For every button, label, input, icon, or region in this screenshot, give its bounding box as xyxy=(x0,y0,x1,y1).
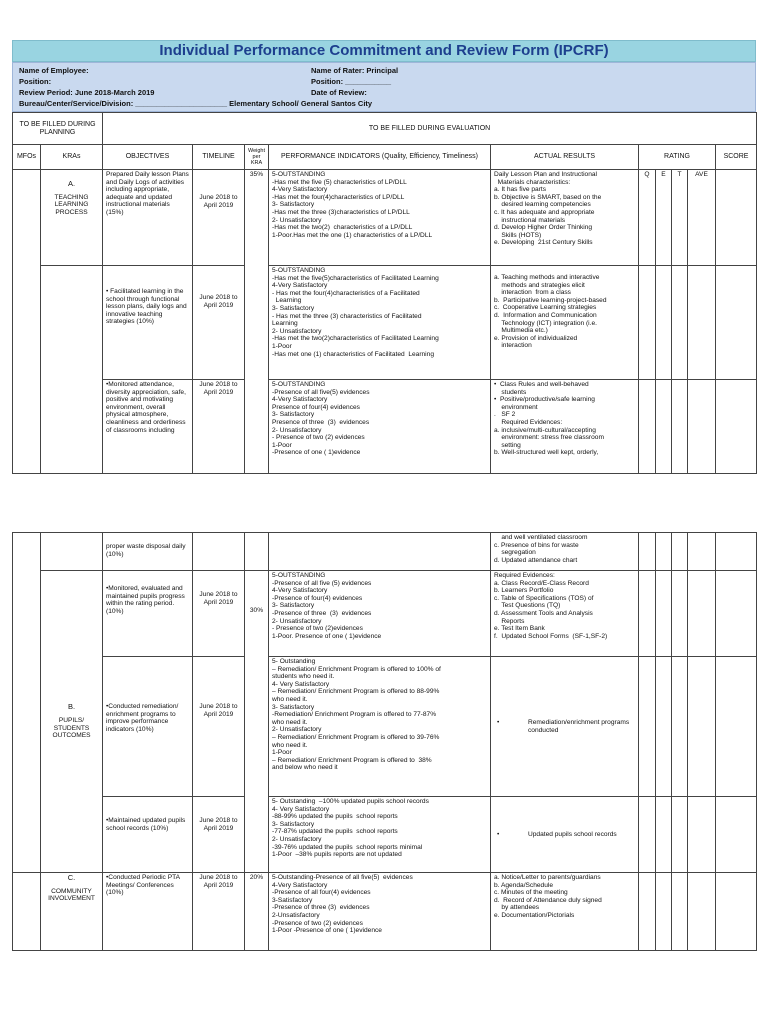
indicator-line: 4- Very Satisfactory xyxy=(272,680,330,688)
timeline-cell: June 2018 to April 2019 xyxy=(193,657,245,797)
name-of-rater-label: Name of Rater: Principal xyxy=(311,66,399,75)
result-line: Skills (HOTS) xyxy=(494,231,542,239)
rating-t-cell[interactable] xyxy=(672,266,688,380)
weight-b-cell: 30% xyxy=(245,571,269,873)
ave-header: AVE xyxy=(688,170,716,266)
position-label: Position: xyxy=(19,77,52,86)
result-line: b. Well-structured well kept, orderly, xyxy=(494,449,599,457)
q-header: Q xyxy=(639,170,656,266)
indicator-line: Learning xyxy=(272,297,302,305)
indicator-line: -Has met the four(4)characteristics of LP/DLL xyxy=(272,193,405,201)
indicator-line: 2- Unsatisfactory xyxy=(272,216,322,224)
result-line: • Positive/productive/safe learning xyxy=(494,396,595,404)
indicators-cell xyxy=(269,657,491,797)
rating-e-cell[interactable] xyxy=(656,533,672,571)
kra-a-letter: A. xyxy=(67,179,76,188)
result-line: Materials characteristics: xyxy=(494,178,571,186)
indicators-cell xyxy=(269,380,491,474)
planning-header: TO BE FILLED DURING PLANNING xyxy=(13,113,103,145)
indicator-line: 5-OUTSTANDING xyxy=(272,572,326,579)
rating-q-cell[interactable] xyxy=(639,533,656,571)
rating-ave-cell[interactable] xyxy=(688,533,716,571)
indicator-line: 4-Very Satisfactory xyxy=(272,881,328,889)
rating-q-cell[interactable] xyxy=(639,266,656,380)
indicator-line: – Remediation/ Enrichment Program is offered to 100% of xyxy=(272,665,441,673)
rating-q-cell[interactable] xyxy=(639,657,656,797)
result-line: d. Updated attendance chart xyxy=(494,556,578,564)
rating-q-cell[interactable] xyxy=(639,873,656,951)
rating-e-cell[interactable] xyxy=(656,266,672,380)
timeline-cell: June 2018 to April 2019 xyxy=(193,873,245,951)
indicator-line: 2- Unsatisfactory xyxy=(272,426,322,434)
indicator-line: – Remediation/ Enrichment Program is offered to 39-76% xyxy=(272,733,440,741)
indicator-line: 3- Satisfactory xyxy=(272,304,315,312)
result-line: instructional materials xyxy=(494,216,566,224)
results-cell xyxy=(491,873,639,951)
rating-e-cell[interactable] xyxy=(656,873,672,951)
results-header: ACTUAL RESULTS xyxy=(491,145,639,170)
indicator-line: -Presence of four(4) evidences xyxy=(272,594,363,602)
kras-header: KRAs xyxy=(41,145,103,170)
indicator-line: -Presence of two (2) evidences xyxy=(272,919,363,927)
indicator-line: 3- Satisfactory xyxy=(272,602,315,610)
objective-cell: • Facilitated learning in the school through functional lesson plans, daily logs and innovative teaching strategies (10%) xyxy=(103,266,193,380)
kra-b-name: PUPILS/ STUDENTS OUTCOMES xyxy=(52,716,91,740)
result-line: Technology (ICT) integration (i.e. xyxy=(494,319,597,327)
rating-t-cell[interactable] xyxy=(672,533,688,571)
results-cell xyxy=(491,571,639,657)
rating-ave-cell[interactable] xyxy=(688,266,716,380)
result-line: b. Learners Portfolio xyxy=(494,587,554,595)
rater-position-label: Position: ___________ xyxy=(311,77,392,86)
evaluation-header: TO BE FILLED DURING EVALUATION xyxy=(103,113,757,145)
indicator-line: 3-Satisfactory xyxy=(272,896,313,904)
result-line: d. Information and Communication xyxy=(494,311,597,319)
results-cell xyxy=(491,533,639,571)
indicators-cell xyxy=(269,533,491,571)
objective-cell: •Conducted Periodic PTA Meetings/ Conferences (10%) xyxy=(103,873,193,951)
indicator-line: 1-Poor.Has met the one (1) characteristics of a LP/DLL xyxy=(272,231,433,239)
result-line: Test Questions (TQ) xyxy=(494,602,561,610)
indicator-line: 2- Unsatisfactory xyxy=(272,835,322,843)
results-cell xyxy=(491,266,639,380)
result-line: • Class Rules and well-behaved xyxy=(494,381,589,388)
form-title: Individual Performance Commitment and Review Form (IPCRF) xyxy=(12,40,756,62)
indicator-line: 1-Poor xyxy=(272,441,292,449)
kra-a-cell xyxy=(41,170,103,266)
rating-ave-cell[interactable] xyxy=(688,657,716,797)
indicator-line: -Presence of three (3) evidences xyxy=(272,904,370,912)
result-line: . SF 2 xyxy=(494,411,516,419)
objectives-header: OBJECTIVES xyxy=(103,145,193,170)
indicator-line: 2- Unsatisfactory xyxy=(272,726,322,734)
result-line: methods and strategies elicit xyxy=(494,281,585,289)
rating-ave-cell[interactable] xyxy=(688,873,716,951)
rating-ave-cell[interactable] xyxy=(688,380,716,474)
score-cell[interactable] xyxy=(716,380,757,474)
indicator-line: 4- Very Satisfactory xyxy=(272,805,330,813)
result-line: segregation xyxy=(494,549,536,557)
indicators-header: PERFORMANCE INDICATORS (Quality, Efficiency, Timeliness) xyxy=(269,145,491,170)
weight-header: Weight per KRA xyxy=(245,145,269,170)
result-line: Multimedia etc.) xyxy=(494,327,548,335)
rating-t-cell[interactable] xyxy=(672,380,688,474)
indicator-line: 4-Very Satisfactory xyxy=(272,396,328,404)
result-line: a. inclusive/multi-cultural/accepting xyxy=(494,426,596,434)
e-header: E xyxy=(656,170,672,266)
indicator-line: 1-Poor –38% pupils reports are not updated xyxy=(272,851,402,859)
indicator-line: -39-76% updated the pupils school reports minimal xyxy=(272,843,423,851)
result-line: interaction from a class xyxy=(494,289,571,297)
indicator-line: 1-Poor xyxy=(272,749,292,757)
indicator-line: who need it. xyxy=(272,741,308,749)
rating-ave-cell[interactable] xyxy=(688,571,716,657)
indicator-line: 4-Very Satisfactory xyxy=(272,186,328,194)
indicator-line: -Presence of all five (5) evidences xyxy=(272,579,372,587)
result-line: desired learning competencies xyxy=(494,201,591,209)
indicator-line: 5-OUTSTANDING xyxy=(272,267,326,274)
result-line: d. Assessment Tools and Analysis xyxy=(494,609,593,617)
score-cell[interactable] xyxy=(716,571,757,657)
result-line: and well ventilated classroom xyxy=(494,534,588,541)
kra-c-name: COMMUNITY INVOLVEMENT xyxy=(48,887,95,903)
result-line: Required Evidences: xyxy=(494,572,555,579)
indicator-line: -Presence of three (3) evidences xyxy=(272,609,372,617)
timeline-cell: June 2018 to April 2019 xyxy=(193,170,245,266)
result-line: b. Agenda/Schedule xyxy=(494,881,554,889)
indicators-cell xyxy=(269,170,491,266)
indicator-line: -Presence of all five(5) evidences xyxy=(272,388,370,396)
indicator-line: 2- Unsatisfactory xyxy=(272,327,322,335)
indicator-line: – Remediation/ Enrichment Program is offered to 88-99% xyxy=(272,688,440,696)
result-line: environment: stress free classroom xyxy=(494,434,604,442)
indicators-cell xyxy=(269,571,491,657)
result-line: f. Updated School Forms (SF-1,SF-2) xyxy=(494,632,608,640)
indicator-line: 3- Satisfactory xyxy=(272,703,315,711)
date-of-review-label: Date of Review: xyxy=(311,88,367,97)
kra-b-letter: B. xyxy=(67,702,76,712)
rating-q-cell[interactable] xyxy=(639,380,656,474)
indicator-line: -88-99% updated the pupils school reports xyxy=(272,813,398,821)
indicator-line: - Presence of two (2) evidences xyxy=(272,434,365,442)
result-line: Required Evidences: xyxy=(494,418,563,426)
result-line: c. Cooperative Learning strategies xyxy=(494,304,597,312)
score-cell[interactable] xyxy=(716,873,757,951)
rating-e-cell[interactable] xyxy=(656,797,672,873)
indicator-line: -Has met the two(2)characteristics of Facilitated Learning xyxy=(272,335,439,343)
ipcrf-table-page-2 xyxy=(12,532,757,951)
indicator-line: who need it. xyxy=(272,718,308,726)
indicator-line: and below who need it xyxy=(272,764,338,772)
result-line: e. Documentation/Pictorials xyxy=(494,911,575,919)
results-cell xyxy=(491,657,639,797)
result-line: c. It has adequate and appropriate xyxy=(494,208,595,216)
objective-cell: •Maintained updated pupils school records (10%) xyxy=(103,797,193,873)
mfos-header: MFOs xyxy=(13,145,41,170)
timeline-cell: June 2018 to April 2019 xyxy=(193,571,245,657)
result-line: interaction xyxy=(494,342,532,350)
indicators-cell xyxy=(269,266,491,380)
indicator-line: -Has met the five(5)characteristics of Facilitated Learning xyxy=(272,274,439,282)
results-cell xyxy=(491,170,639,266)
indicator-line: 3- Satisfactory xyxy=(272,411,315,419)
timeline-header: TIMELINE xyxy=(193,145,245,170)
indicator-line: who need it. xyxy=(272,695,308,703)
ipcrf-page-2 xyxy=(12,532,756,951)
indicator-line: -Presence of one ( 1)evidence xyxy=(272,449,361,457)
rating-t-cell[interactable] xyxy=(672,797,688,873)
indicator-line: 1-Poor -Presence of one ( 1)evidence xyxy=(272,927,382,935)
rating-e-cell[interactable] xyxy=(656,657,672,797)
ipcrf-page-1 xyxy=(12,40,756,474)
indicator-line: students who need it. xyxy=(272,673,335,681)
result-line: environment xyxy=(494,403,538,411)
result-line: a. Notice/Letter to parents/guardians xyxy=(494,874,601,881)
bureau-label: Bureau/Center/Service/Division: ______________________ Elementary School/ General Santos City xyxy=(19,99,373,108)
ipcrf-table-page-1 xyxy=(12,112,757,474)
kra-a-continued xyxy=(41,533,103,571)
indicators-cell xyxy=(269,797,491,873)
indicator-line: - Has met the four(4)characteristics of a Facilitated xyxy=(272,289,420,297)
indicator-line: – Remediation/ Enrichment Program is offered to 38% xyxy=(272,756,432,764)
score-cell[interactable] xyxy=(716,657,757,797)
result-bullet: • Remediation/enrichment programs conducted xyxy=(494,719,635,734)
rating-e-cell[interactable] xyxy=(656,571,672,657)
kra-a-continued xyxy=(41,266,103,474)
rating-ave-cell[interactable] xyxy=(688,797,716,873)
score-cell[interactable] xyxy=(716,266,757,380)
indicator-line: -77-87% updated the pupils school reports xyxy=(272,828,398,836)
results-cell xyxy=(491,797,639,873)
kra-a-name: TEACHING LEARNING PROCESS xyxy=(54,193,89,216)
result-line: c. Table of Specifications (TOS) of xyxy=(494,594,594,602)
result-line: d. Develop Higher Order Thinking xyxy=(494,224,593,232)
t-header: T xyxy=(672,170,688,266)
indicator-line: -Presence of all four(4) evidences xyxy=(272,889,371,897)
indicator-line: - Has met the three (3) characteristics of Facilitated xyxy=(272,312,422,320)
score-cell[interactable] xyxy=(716,797,757,873)
indicator-line: 5-OUTSTANDING xyxy=(272,381,326,388)
review-period-label: Review Period: June 2018-March 2019 xyxy=(19,88,155,97)
result-line: e. Developing 21st Century Skills xyxy=(494,239,593,247)
indicator-line: 5- Outstanding xyxy=(272,658,316,665)
indicator-line: 1-Poor xyxy=(272,342,292,350)
indicator-line: Presence of three (3) evidences xyxy=(272,418,370,426)
indicator-line: 2- Unsatisfactory xyxy=(272,617,322,625)
objective-cell: Prepared Daily lesson Plans and Daily Logs of activities including appropriate, adequate and updated instructional materials (15%) xyxy=(103,170,193,266)
result-line: e. Provision of individualized xyxy=(494,334,578,342)
employee-info-panel xyxy=(12,62,756,112)
indicator-line: -Remediation/ Enrichment Program is offered to 77-87% xyxy=(272,711,437,719)
indicator-line: 5- Outstanding –100% updated pupils school records xyxy=(272,798,429,805)
rating-q-cell[interactable] xyxy=(639,797,656,873)
score-header: SCORE xyxy=(716,145,757,170)
result-line: by attendees xyxy=(494,904,540,912)
objective-cell: •Conducted remediation/ enrichment programs to improve performance indicators (10%) xyxy=(103,657,193,797)
indicator-line: 2-Unsatisfactory xyxy=(272,911,320,919)
result-line: a. Teaching methods and interactive xyxy=(494,274,600,281)
indicator-line: -Has met the five (5) characteristics of LP/DLL xyxy=(272,178,407,186)
indicator-line: 3- Satisfactory xyxy=(272,201,315,209)
result-line: d. Record of Attendance duly signed xyxy=(494,896,602,904)
indicator-line: 4-Very Satisfactory xyxy=(272,587,328,595)
indicators-cell xyxy=(269,873,491,951)
result-line: a. Class Record/E-Class Record xyxy=(494,579,589,587)
indicator-line: 3- Satisfactory xyxy=(272,820,315,828)
timeline-cell: June 2018 to April 2019 xyxy=(193,797,245,873)
timeline-cell: June 2018 to April 2019 xyxy=(193,380,245,474)
result-line: a. It has five parts xyxy=(494,186,547,194)
rating-q-cell[interactable] xyxy=(639,571,656,657)
indicator-line: 4-Very Satisfactory xyxy=(272,282,328,290)
result-line: students xyxy=(494,388,527,396)
indicator-line: 5-OUTSTANDING xyxy=(272,171,326,178)
indicator-line: -Has met the two(2) characteristics of a LP/DLL xyxy=(272,224,413,232)
result-line: c. Presence of bins for waste xyxy=(494,541,579,549)
objective-cell: •Monitored attendance, diversity appreciation, safe, positive and motivating environment, overall physical atmosphere, cleanliness and orderliness of classrooms including xyxy=(103,380,193,474)
result-line: Reports xyxy=(494,617,525,625)
rating-header: RATING xyxy=(639,145,716,170)
rating-t-cell[interactable] xyxy=(672,571,688,657)
mfo-cell xyxy=(13,873,41,951)
result-line: b. Participative learning-project-based xyxy=(494,296,607,304)
name-of-employee-label: Name of Employee: xyxy=(19,66,89,75)
rating-t-cell[interactable] xyxy=(672,873,688,951)
score-cell[interactable] xyxy=(716,170,757,266)
result-bullet: • Updated pupils school records xyxy=(494,831,635,839)
result-line: setting xyxy=(494,441,521,449)
score-cell[interactable] xyxy=(716,533,757,571)
indicator-line: Presence of four(4) evidences xyxy=(272,403,360,411)
result-line: Daily Lesson Plan and Instructional xyxy=(494,171,597,178)
kra-c-cell xyxy=(41,873,103,951)
objective-cell: proper waste disposal daily (10%) xyxy=(103,533,193,571)
rating-e-cell[interactable] xyxy=(656,380,672,474)
weight-cell xyxy=(245,533,269,571)
weight-a-cell: 35% xyxy=(245,170,269,474)
timeline-cell: June 2018 to April 2019 xyxy=(193,266,245,380)
objective-cell: •Monitored, evaluated and maintained pupils progress within the rating period. (10%) xyxy=(103,571,193,657)
result-line: e. Test Item Bank xyxy=(494,625,545,633)
indicator-line: 1-Poor. Presence of one ( 1)evidence xyxy=(272,632,382,640)
result-line: c. Minutes of the meeting xyxy=(494,889,568,897)
indicator-line: Learning xyxy=(272,320,298,328)
indicator-line: 5-Outstanding-Presence of all five(5) evidences xyxy=(272,874,413,881)
indicator-line: -Has met the three (3)characteristics of LP/DLL xyxy=(272,208,410,216)
results-cell xyxy=(491,380,639,474)
indicator-line: - Presence of two (2)evidences xyxy=(272,625,363,633)
kra-c-letter: C. xyxy=(67,873,76,882)
kra-b-cell xyxy=(41,571,103,873)
mfo-cell xyxy=(13,170,41,474)
rating-t-cell[interactable] xyxy=(672,657,688,797)
timeline-cell xyxy=(193,533,245,571)
indicator-line: -Has met one (1) characteristics of Facilitated Learning xyxy=(272,350,434,358)
result-line: b. Objective is SMART, based on the xyxy=(494,193,602,201)
mfo-cell xyxy=(13,533,41,873)
weight-c-cell: 20% xyxy=(245,873,269,951)
